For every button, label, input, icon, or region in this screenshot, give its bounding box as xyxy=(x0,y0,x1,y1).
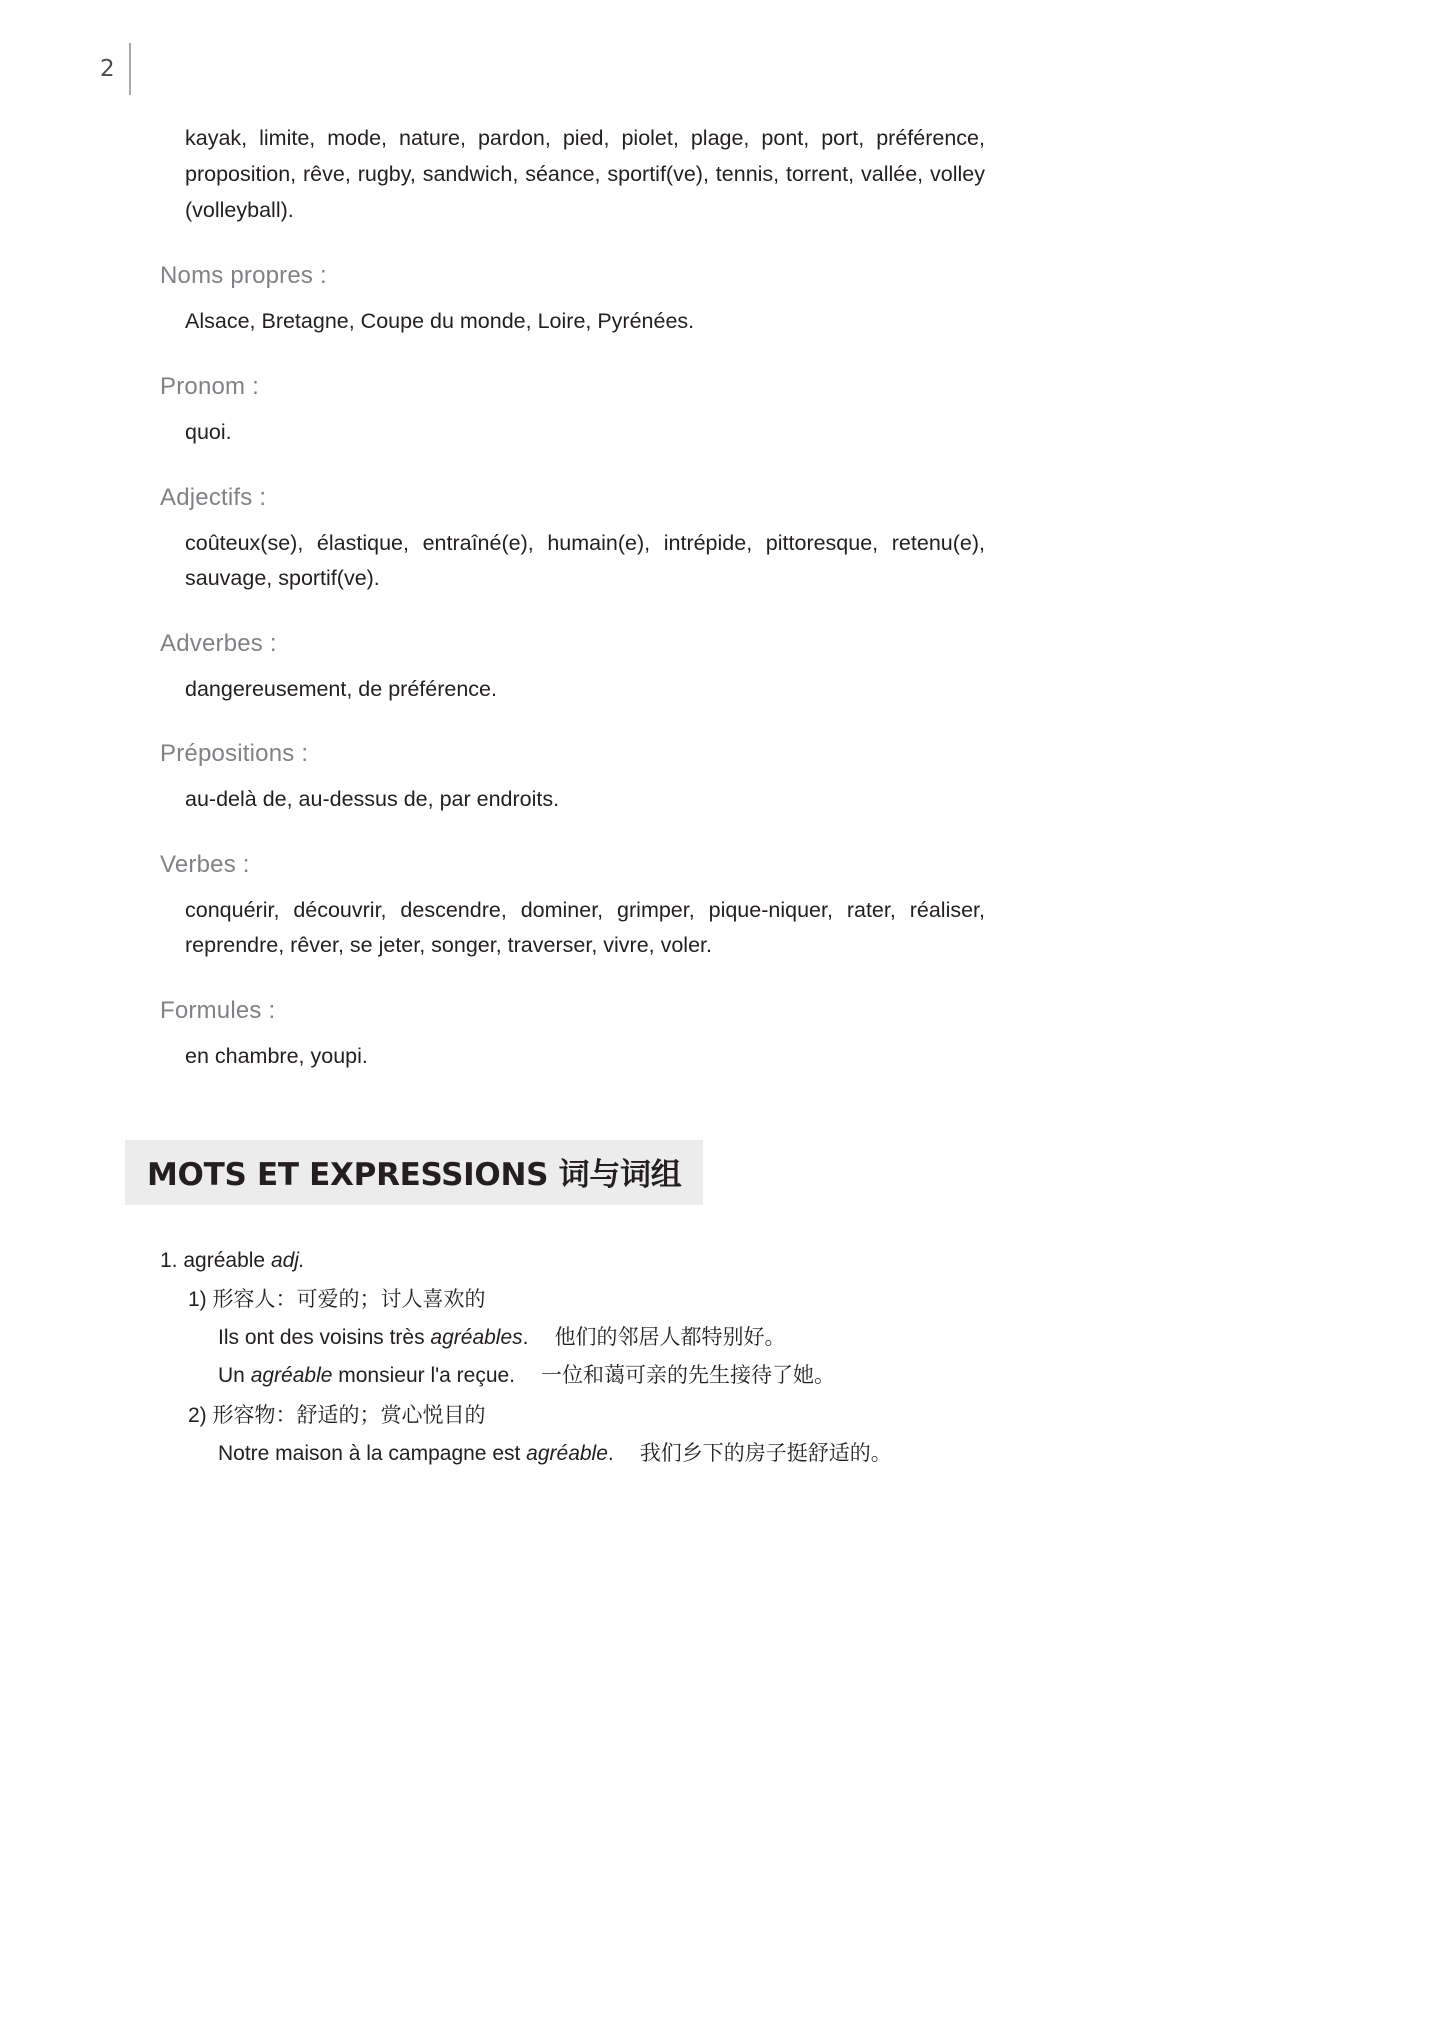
section-body: quoi. xyxy=(185,420,232,445)
section-title: Verbes : xyxy=(160,851,250,879)
section-pronom xyxy=(160,373,1310,450)
page-content xyxy=(147,120,1310,1471)
section-body: coûteux(se), élastique, entraîné(e), humain(e), intrépide, pittoresque, retenu(e), sauvage, sportif(ve). xyxy=(185,530,985,590)
dictionary-entry-agreable xyxy=(160,1245,1310,1472)
section-title: Pronom : xyxy=(160,373,259,401)
example-french-after: . xyxy=(522,1326,529,1350)
vocabulary-intro-paragraph: kayak, limite, mode, nature, pardon, pied, piolet, plage, pont, port, préférence, proposition, rêve, rugby, sandwich, séance, sportif(ve), tennis, torrent, vallée, volley (volleyball). xyxy=(185,126,985,223)
page-header xyxy=(100,44,131,94)
section-prepositions xyxy=(160,740,1310,817)
entry-sense-label: 1) 形容人：可爱的；讨人喜欢的 xyxy=(188,1288,486,1312)
section-title: Adjectifs : xyxy=(160,483,267,511)
section-noms-propres xyxy=(160,262,1310,339)
section-title: Formules : xyxy=(160,996,276,1024)
section-formules xyxy=(160,997,1310,1074)
example-french-before: Ils ont des voisins très xyxy=(218,1326,431,1350)
example-french-before: Un xyxy=(218,1364,251,1388)
example-french-italic: agréable xyxy=(526,1442,608,1466)
section-title: Adverbes : xyxy=(160,629,277,657)
banner-title: MOTS ET EXPRESSIONS 词与词组 xyxy=(147,1156,682,1193)
section-body: dangereusement, de préférence. xyxy=(185,676,497,701)
section-verbes xyxy=(160,851,1310,963)
example-french-after: . xyxy=(607,1442,614,1466)
section-body: Alsace, Bretagne, Coupe du monde, Loire, Pyrénées. xyxy=(185,309,695,334)
example-chinese: 我们乡下的房子挺舒适的。 xyxy=(639,1442,892,1466)
example-french-after: monsieur l'a reçue. xyxy=(332,1364,516,1388)
example-chinese: 一位和蔼可亲的先生接待了她。 xyxy=(541,1364,836,1388)
example-french-italic: agréables xyxy=(430,1326,523,1350)
section-title: Prépositions : xyxy=(160,740,309,768)
entry-headword-line xyxy=(160,1245,1310,1278)
example-french-before: Notre maison à la campagne est xyxy=(218,1442,527,1466)
section-adjectifs xyxy=(160,484,1310,596)
section-banner-mots-et-expressions xyxy=(125,1140,703,1205)
example-french-italic: agréable xyxy=(250,1364,333,1388)
entry-example xyxy=(160,1359,1310,1393)
example-chinese: 他们的邻居人都特别好。 xyxy=(554,1326,786,1350)
entry-example xyxy=(160,1321,1310,1355)
section-body: en chambre, youpi. xyxy=(185,1043,368,1068)
section-body: conquérir, découvrir, descendre, dominer, grimper, pique-niquer, rater, réaliser, reprendre, rêver, se jeter, songer, traverser, vivre, voler. xyxy=(185,898,985,958)
entry-part-of-speech: adj. xyxy=(270,1248,305,1272)
section-adverbes xyxy=(160,630,1310,707)
page-number: 2 xyxy=(100,55,115,82)
section-body: au-delà de, au-dessus de, par endroits. xyxy=(185,787,560,812)
entry-headword: agréable xyxy=(183,1248,266,1272)
entry-sense-label: 2) 形容物：舒适的；赏心悦目的 xyxy=(188,1404,486,1428)
section-title: Noms propres : xyxy=(160,262,327,290)
entry-number: 1. xyxy=(160,1248,178,1272)
header-divider xyxy=(129,43,131,95)
entry-example xyxy=(160,1437,1310,1471)
